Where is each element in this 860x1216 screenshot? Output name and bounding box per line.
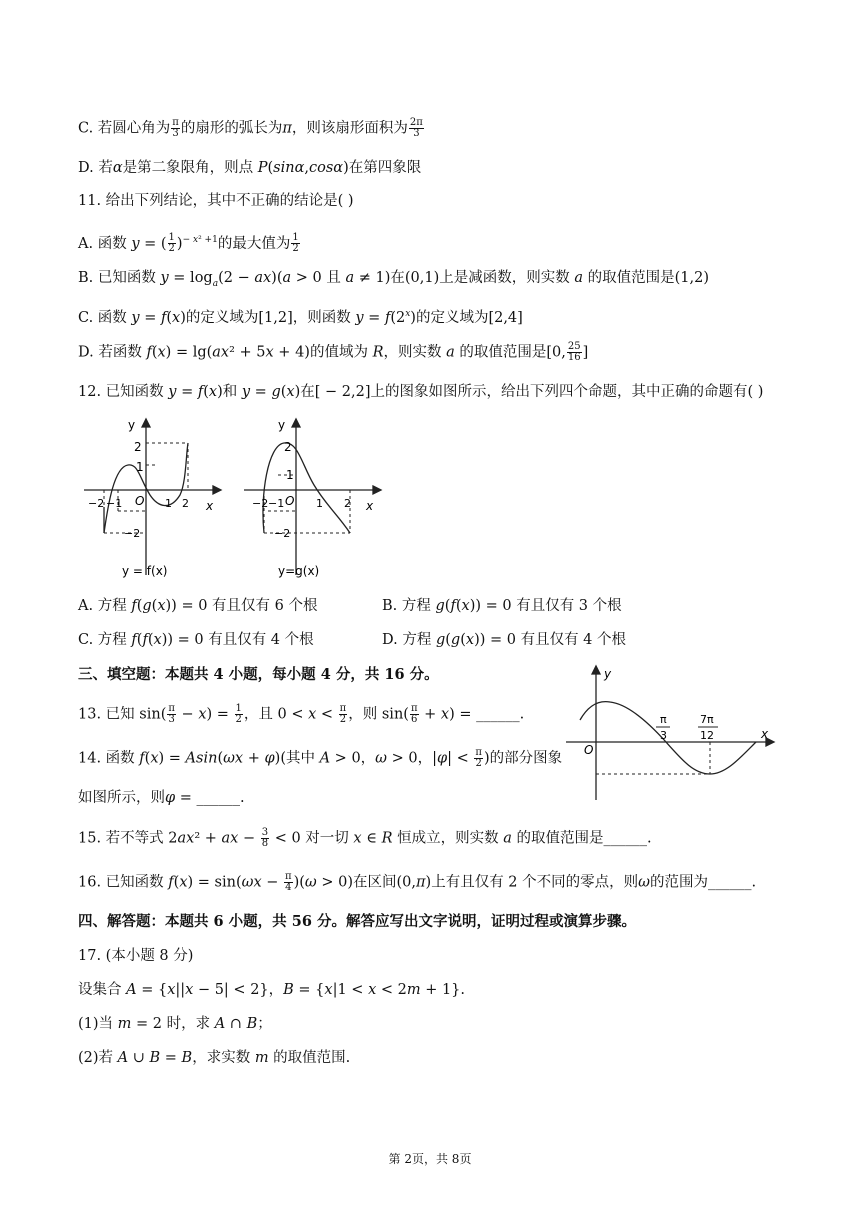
graph-g [238,415,388,585]
question-11: 11. 给出下列结论，其中不正确的结论是( ) [78,193,354,209]
section-3-heading: 三、填空题：本题共 4 小题，每小题 4 分，共 16 分。 [78,666,439,683]
g-caption: y=g(x) [278,564,320,578]
f-tick-x2: 2 [182,497,189,510]
option-11b: B. 已知函数 $y = \log_a(2 - ax)(a > 0$ 且 a ≠ 1)在(0,1)上是减函数，则实数 a 的取值范围是(1,2) [78,270,709,289]
graph-sine [560,660,780,805]
f-tick-2: 2 [134,440,142,454]
section-4-heading: 四、解答题：本题共 6 小题，共 56 分。解答应写出文字说明，证明过程或演算步骤。 [78,913,636,930]
option-10c: C. 若圆心角为 $\frac{\pi}{3}$ 的扇形的弧长为π，则该扇形面积为 $\frac{2\pi}{3}$ [78,117,423,139]
question-13: 13. 已知 sin( $\frac{\pi}{3}$ − x) = $\frac{1}{2}$ ，且 0 < x < $\frac{\pi}{2}$ ，则 sin( $\frac{\pi}{6}$ + x) = ______. [78,703,525,725]
g-tick-1: 1 [286,468,294,482]
g-tick-m1: −1 [268,497,285,510]
f-axis-x: x [206,499,214,513]
g-tick-m2: −2 [252,497,269,510]
option-12c: C. 方程 f(f(x)) = 0 有且仅有 4 个根 [78,632,314,648]
sine-origin: O [584,743,594,757]
g-axis-x: x [366,499,374,513]
question-17: 17. (本小题 8 分) [78,948,194,964]
option-10d: D. 若α是第二象限角，则点 P(sinα,cosα)在第四象限 [78,160,422,176]
f-tick-x1: 1 [165,497,172,510]
question-17-part2: (2)若 A ∪ B = B，求实数 m 的取值范围. [78,1050,351,1066]
question-17-sets: 设集合 A = {x||x − 5| < 2}，B = {x|1 < x < 2m + 1}. [78,982,466,998]
f-tick-m2: −2 [88,497,105,510]
option-12a: A. 方程 f(g(x)) = 0 有且仅有 6 个根 [78,598,318,614]
f-caption: y = f(x) [122,564,168,578]
sine-label-7pi: 7π [700,713,714,726]
sine-label-12: 12 [700,729,714,742]
option-11d: D. 若函数 f(x) = lg(ax² + 5x + 4)的值域为 R，则实数 a 的取值范围是[0, $\frac{25}{16}$ ] [78,341,589,363]
g-tick-x2: 2 [344,497,351,510]
f-tick-ym2: −2 [124,527,141,540]
option-11c: C. 函数 y = f(x)的定义域为[1,2]，则函数 $y = f(2^x)$的定义域为[2,4] [78,309,523,326]
sine-label-3: 3 [660,729,667,742]
f-tick-1: 1 [136,460,144,474]
question-14b: 如图所示，则φ = ______. [78,790,245,806]
sine-label-pi: π [660,713,667,726]
page-footer: 第 2页，共 8页 [388,1152,472,1166]
question-17-part1: (1)当 m = 2 时，求 A ∩ B； [78,1016,272,1032]
f-origin: O [135,494,145,508]
f-axis-y: y [128,418,136,432]
g-tick-2: 2 [284,440,292,454]
question-16: 16. 已知函数 f(x) = sin(ωx − $\frac{\pi}{4}$ )(ω > 0)在区间(0,π)上有且仅有 2 个不同的零点，则ω的范围为______. [78,871,757,893]
option-12d: D. 方程 g(g(x)) = 0 有且仅有 4 个根 [382,632,627,648]
question-12: 12. 已知函数 y = f(x)和 y = g(x)在[ − 2,2]上的图象如图所示，给出下列四个命题，其中正确的命题有( ) [78,384,764,400]
sine-axis-x: x [761,727,769,741]
g-axis-y: y [278,418,286,432]
question-14a: 14. 函数 f(x) = Asin(ωx + φ)(其中 A > 0，ω > 0，|φ| < $\frac{\pi}{2}$ )的部分图象 [78,747,563,769]
f-tick-m1: −1 [106,497,123,510]
g-tick-x1: 1 [316,497,323,510]
option-12b: B. 方程 g(f(x)) = 0 有且仅有 3 个根 [382,598,622,614]
sine-axis-y: y [604,667,612,681]
graph-f [78,415,228,585]
question-15: 15. 若不等式 2ax² + ax − $\frac{3}{8}$ < 0 对一切 x ∈ R 恒成立，则实数 a 的取值范围是______. [78,827,652,849]
g-tick-ym2: −2 [274,527,291,540]
g-origin: O [285,494,295,508]
option-11a: A. 函数 y = ( $\frac{1}{2}$ )$^{- x^2 +1}$的最大值为 $\frac{1}{2}$ [78,232,299,255]
